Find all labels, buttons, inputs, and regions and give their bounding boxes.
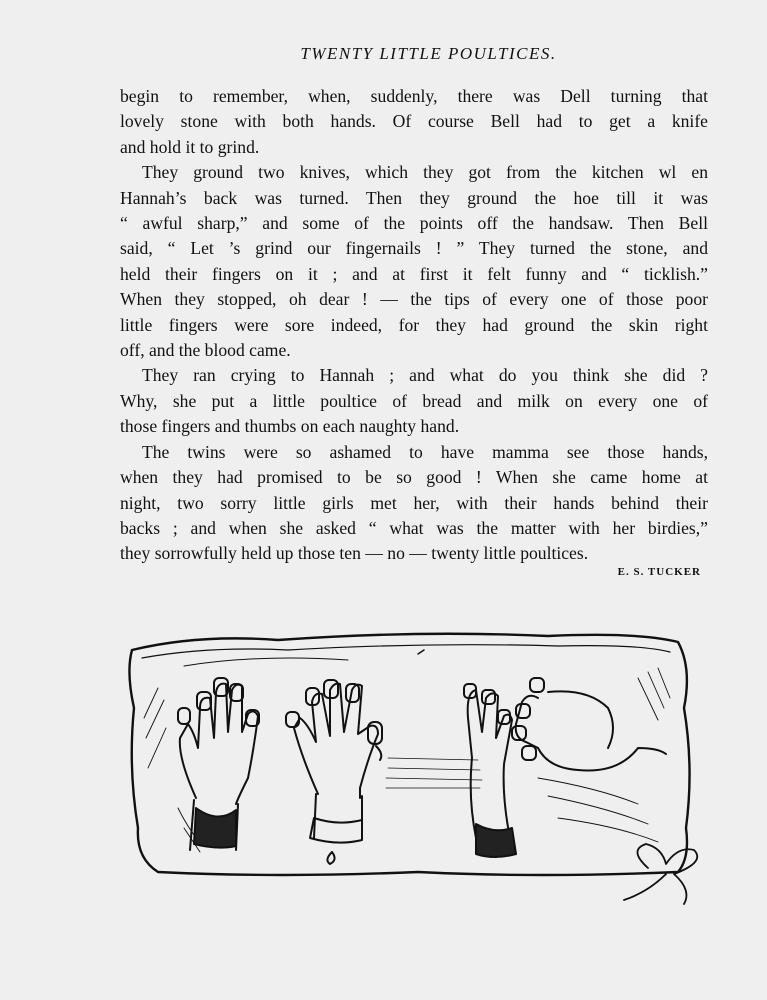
text-line-7: said, “ Let ’s grind our fingernails ! ” They turned the stone, and: [120, 238, 708, 259]
running-head: TWENTY LITTLE POULTICES.: [300, 44, 557, 63]
text-line-11: off, and the blood came.: [120, 340, 291, 361]
text-line-6: “ awful sharp,” and some of the points off the handsaw. Then Bell: [120, 213, 708, 234]
text-line-12: They ran crying to Hannah ; and what do you think she did ?: [142, 365, 708, 386]
text-line-16: when they had promised to be so good ! When she came home at: [120, 467, 708, 488]
text-line-2: lovely stone with both hands. Of course Bell had to get a knife: [120, 111, 708, 132]
left-bandaged-hand: [178, 678, 259, 850]
text-line-5: Hannah’s back was turned. Then they ground the hoe till it was: [120, 187, 708, 208]
text-line-10: little fingers were sore indeed, for they had ground the skin right: [120, 314, 708, 335]
text-line-13: Why, she put a little poultice of bread and milk on every one of: [120, 390, 708, 411]
text-line-15: The twins were so ashamed to have mamma see those hands,: [142, 441, 708, 462]
text-line-3: and hold it to grind.: [120, 136, 260, 157]
text-line-4: They ground two knives, which they got from the kitchen wl en: [142, 162, 708, 183]
text-line-8: held their fingers on it ; and at first it felt funny and “ ticklish.”: [120, 263, 708, 284]
text-line-17: night, two sorry little girls met her, with their hands behind their: [120, 492, 708, 513]
text-line-19: they sorrowfully held up those ten — no — twenty little poultices.: [120, 543, 589, 564]
text-line-9: When they stopped, oh dear ! — the tips of every one of those poor: [120, 289, 708, 310]
text-line-14: those fingers and thumbs on each naughty hand.: [120, 416, 460, 437]
text-line-1: begin to remember, when, suddenly, there was Dell turning that: [120, 86, 708, 106]
middle-bandaged-hand: [286, 680, 382, 864]
text-line-18: backs ; and when she asked “ what was the matter with her birdies,”: [120, 517, 708, 538]
author-signature: E. S. TUCKER: [617, 566, 701, 578]
story-text: [120, 84, 708, 567]
right-bandaged-hands: [464, 678, 666, 857]
bandaged-hands-illustration: [118, 628, 718, 918]
